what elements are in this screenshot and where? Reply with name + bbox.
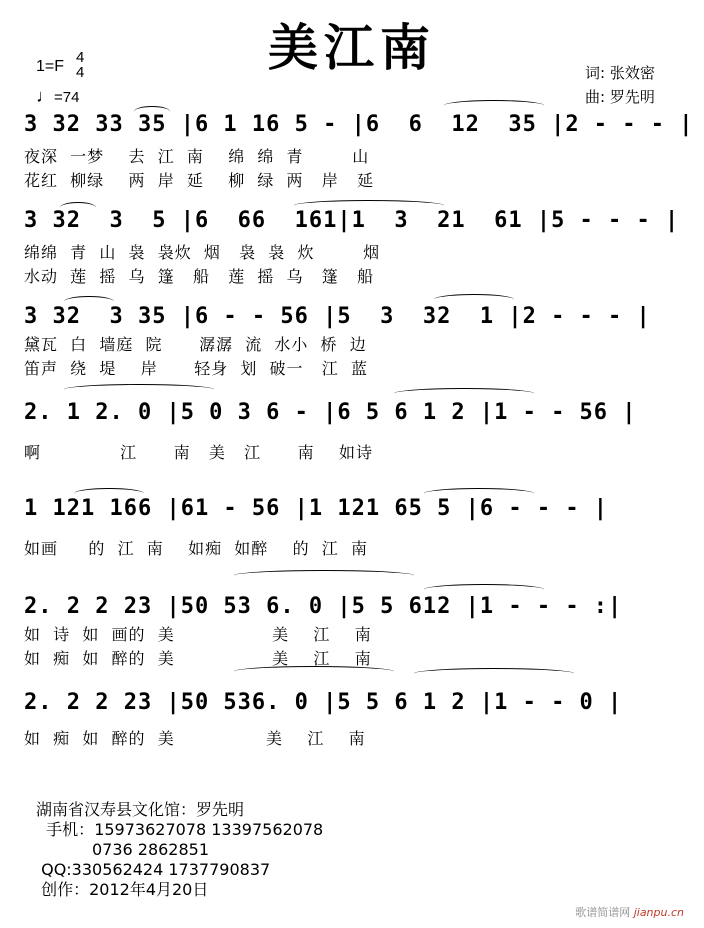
notation-line: 3 32 3 35 |6 - - 56 |5 3 32 1 |2 - - - | — [24, 304, 651, 329]
site-watermark — [575, 904, 684, 920]
landline-number: 0736 2862851 — [91, 840, 210, 859]
notation-line: 2. 2 2 23 |50 53 6. 0 |5 5 612 |1 - - - :| — [24, 594, 623, 619]
lyric-line-2: 花红 柳绿 两 岸 延 柳 绿 两 岸 延 — [24, 171, 375, 190]
watermark-site-name: 歌谱简谱网 — [575, 906, 631, 919]
time-signature-bottom: 4 — [76, 64, 85, 81]
watermark-url: jianpu.cn — [633, 906, 684, 919]
notation-line: 2. 2 2 23 |50 536. 0 |5 5 6 1 2 |1 - - 0 | — [24, 690, 623, 715]
composer-credit: 曲: 罗先明 — [585, 88, 655, 106]
key-signature: 1=F — [36, 58, 65, 75]
phone-label: 手机： — [46, 820, 95, 839]
slur — [294, 200, 444, 211]
slur — [414, 668, 574, 679]
phone-line — [36, 820, 323, 840]
notation-line: 3 32 33 35 |6 1 16 5 - |6 6 12 35 |2 - - - | — [24, 112, 694, 137]
qq-line — [36, 860, 323, 880]
notation-line: 2. 1 2. 0 |5 0 3 6 - |6 5 6 1 2 |1 - - 56 | — [24, 400, 637, 425]
lyric-line-1: 如 诗 如 画的 美 美 江 南 — [24, 625, 372, 644]
organization-line: 湖南省汉寿县文化馆：罗先明 — [36, 800, 245, 819]
lyric-line-2: 水动 莲 摇 乌 篷 船 莲 摇 乌 篷 船 — [24, 267, 375, 286]
lyric-line-2: 笛声 绕 堤 岸 轻身 划 破一 江 蓝 — [24, 359, 368, 378]
lyric-line-1: 如 痴 如 醉的 美 美 江 南 — [24, 729, 366, 748]
slur — [64, 296, 114, 307]
qq-numbers: QQ:330562424 1737790837 — [41, 860, 271, 879]
tempo-value: =74 — [54, 89, 80, 106]
quarter-note-icon: ♩ — [36, 86, 54, 106]
lyric-line-2: 如 痴 如 醉的 美 美 江 南 — [24, 649, 372, 668]
time-signature-top: 4 — [76, 49, 85, 66]
slur — [64, 384, 214, 395]
notation-line: 1 121 166 |61 - 56 |1 121 65 5 |6 - - - | — [24, 496, 609, 521]
lyric-line-1: 黛瓦 白 墙庭 院 潺潺 流 水小 桥 边 — [24, 335, 367, 354]
landline-line — [36, 840, 323, 860]
lyric-line-1: 绵绵 青 山 袅 袅炊 烟 袅 袅 炊 烟 — [24, 243, 381, 262]
song-title: 美江南 — [268, 18, 436, 77]
slur — [444, 100, 544, 111]
phone-numbers: 15973627078 13397562078 — [94, 820, 324, 839]
lyricist-credit: 词: 张效密 — [585, 64, 655, 82]
time-signature — [76, 50, 84, 80]
tempo-marking — [36, 86, 79, 107]
slur — [60, 202, 96, 213]
slur — [234, 666, 394, 677]
slur — [394, 388, 534, 399]
date-line — [36, 880, 323, 900]
slur — [134, 106, 170, 117]
lyric-line-1: 如画 的 江 南 如痴 如醉 的 江 南 — [24, 539, 368, 558]
author-contact — [36, 800, 323, 900]
slur — [234, 570, 414, 581]
slur — [424, 584, 544, 595]
lyric-line-1: 夜深 一梦 去 江 南 绵 绵 青 山 — [24, 147, 370, 166]
creation-date: 创作：2012年4月20日 — [41, 880, 209, 899]
notation-line: 3 32 3 5 |6 66 161|1 3 21 61 |5 - - - | — [24, 208, 680, 233]
slur — [74, 488, 144, 499]
slur — [424, 488, 534, 499]
lyric-line-1: 啊 江 南 美 江 南 如诗 — [24, 443, 374, 462]
slur — [434, 294, 514, 305]
